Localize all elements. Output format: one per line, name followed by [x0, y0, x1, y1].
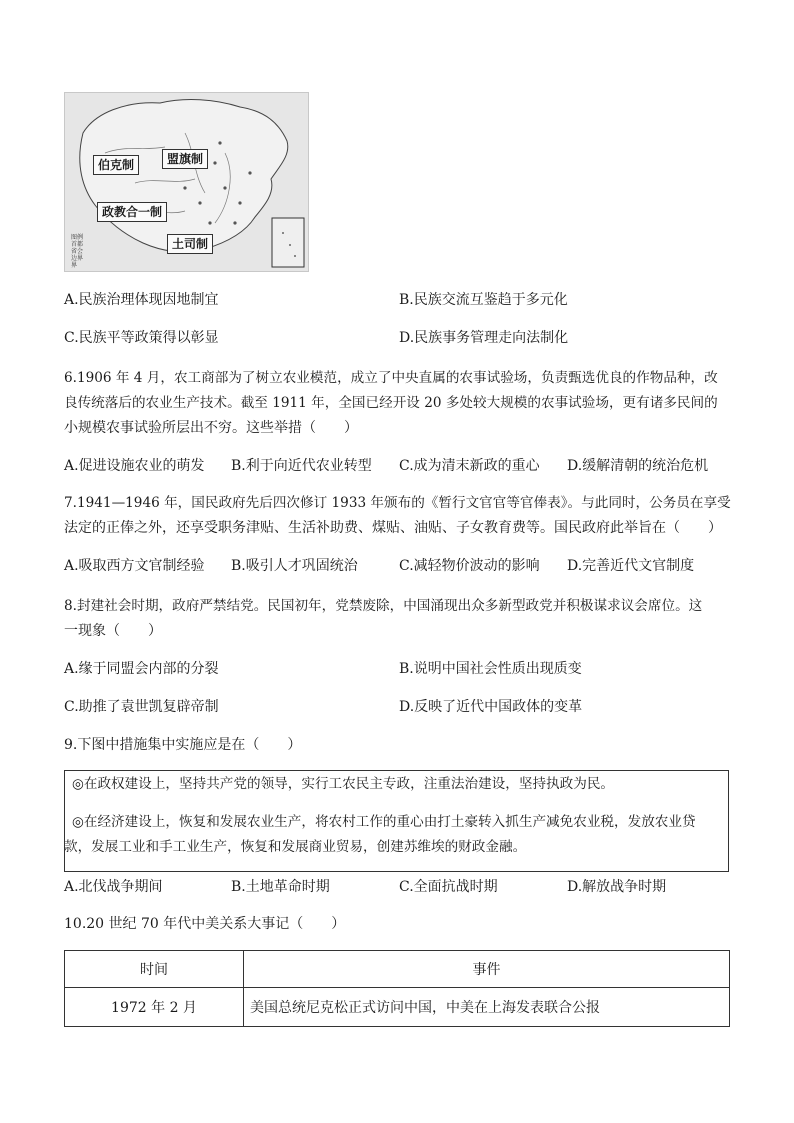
- q5-option-d[interactable]: D.民族事务管理走向法制化: [399, 330, 569, 346]
- q9-box-line: ◎在政权建设上，坚持共产党的领导，实行工农民主专政，注重法治建设，坚持执政为民。: [72, 776, 615, 792]
- q9-box-line: ◎在经济建设上，恢复和发展农业生产，将农村工作的重心由打土豪转入抓生产减免农业税，发放农业贷: [72, 814, 696, 830]
- q8-option-b[interactable]: B.说明中国社会性质出现质变: [399, 661, 582, 677]
- map-label-tusi: 土司制: [167, 234, 213, 254]
- q6-stem-line: 小规模农事试验所层出不穷。这些举措（ ）: [64, 420, 358, 436]
- table-header-event: 事件: [244, 951, 730, 988]
- q10-events-table: [64, 950, 730, 1027]
- q9-option-a[interactable]: A.北伐战争期间: [64, 879, 163, 895]
- legend-item: 首都: [71, 241, 84, 248]
- q8-option-d[interactable]: D.反映了近代中国政体的变革: [399, 699, 583, 715]
- map-label-mengqizhi: 盟旗制: [162, 149, 208, 169]
- legend-item: 边界: [71, 255, 84, 262]
- q6-stem-line: 6.1906 年 4 月，农工商部为了树立农业模范，成立了中央直属的农事试验场，负责甄选优良的作物品种，改: [64, 370, 718, 386]
- ethnic-governance-map: [64, 92, 309, 272]
- q6-option-c[interactable]: C.成为清末新政的重心: [399, 458, 540, 474]
- q8-stem-line: 8.封建社会时期，政府严禁结党。民国初年，党禁废除，中国涌现出众多新型政党并积极谋求议会席位。这: [64, 598, 703, 614]
- q8-stem-line: 一现象（ ）: [64, 623, 162, 639]
- q7-stem-line: 7.1941—1946 年，国民政府先后四次修订 1933 年颁布的《暂行文官官等官俸表》。与此同时，公务员在享受: [64, 495, 731, 511]
- q9-box-line: 款，发展工业和手工业生产，恢复和发展商业贸易，创建苏维埃的财政金融。: [64, 839, 527, 855]
- q7-option-a[interactable]: A.吸取西方文官制经验: [64, 558, 205, 574]
- legend-item: 图例: [71, 234, 84, 241]
- q8-option-a[interactable]: A.缘于同盟会内部的分裂: [64, 661, 219, 677]
- q5-option-b[interactable]: B.民族交流互鉴趋于多元化: [399, 292, 568, 308]
- q7-option-b[interactable]: B.吸引人才巩固统治: [231, 558, 358, 574]
- table-header-time: 时间: [65, 951, 244, 988]
- map-label-zhengjiao: 政教合一制: [97, 202, 167, 222]
- map-label-bokezhi: 伯克制: [93, 155, 139, 175]
- q6-option-a[interactable]: A.促进设施农业的萌发: [64, 458, 205, 474]
- q7-option-d[interactable]: D.完善近代文官制度: [567, 558, 695, 574]
- q6-option-d[interactable]: D.缓解清朝的统治危机: [567, 458, 709, 474]
- q7-option-c[interactable]: C.减轻物价波动的影响: [399, 558, 540, 574]
- q9-option-c[interactable]: C.全面抗战时期: [399, 879, 498, 895]
- q9-stem: 9.下图中措施集中实施应是在（ ）: [64, 737, 302, 753]
- legend-item: 界: [71, 262, 78, 269]
- q6-stem-line: 良传统落后的农业生产技术。截至 1911 年，全国已经开设 20 多处较大规模的农事试验场，更有诸多民间的: [64, 395, 718, 411]
- legend-item: 省会: [71, 248, 84, 255]
- q9-option-d[interactable]: D.解放战争时期: [567, 879, 667, 895]
- q5-option-a[interactable]: A.民族治理体现因地制宜: [64, 292, 219, 308]
- q10-stem: 10.20 世纪 70 年代中美关系大事记（ ）: [64, 916, 346, 932]
- table-cell-event: 美国总统尼克松正式访问中国，中美在上海发表联合公报: [244, 988, 730, 1027]
- q5-option-c[interactable]: C.民族平等政策得以彰显: [64, 330, 219, 346]
- q8-option-c[interactable]: C.助推了袁世凯复辟帝制: [64, 699, 219, 715]
- table-cell-time: 1972 年 2 月: [65, 988, 244, 1027]
- table-header-row: [65, 951, 730, 988]
- q7-stem-line: 法定的正俸之外，还享受职务津贴、生活补助费、煤贴、油贴、子女教育费等。国民政府此举旨在（ ）: [64, 520, 722, 536]
- table-row: [65, 988, 730, 1027]
- q6-option-b[interactable]: B.利于向近代农业转型: [231, 458, 372, 474]
- q9-option-b[interactable]: B.土地革命时期: [231, 879, 330, 895]
- map-legend: [71, 234, 83, 269]
